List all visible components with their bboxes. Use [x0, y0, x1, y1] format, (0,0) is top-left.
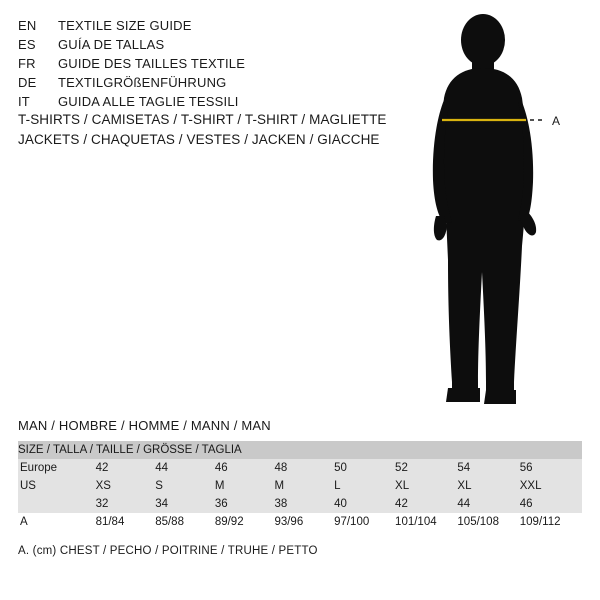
language-code: FR: [18, 56, 36, 71]
table-cell: 40: [334, 495, 395, 513]
table-cell: M: [215, 477, 275, 495]
language-row: [18, 54, 398, 73]
language-code: DE: [18, 75, 37, 90]
table-header-label: SIZE / TALLA / TAILLE / GRÖSSE / TAGLIA: [18, 441, 582, 459]
table-cell: 105/108: [457, 513, 519, 531]
table-cell: 42: [96, 459, 156, 477]
language-row: [18, 73, 398, 92]
row-label: US: [18, 477, 96, 495]
table-row: [18, 495, 582, 513]
table-cell: XL: [457, 477, 519, 495]
table-cell: 109/112: [520, 513, 582, 531]
table-cell: 101/104: [395, 513, 457, 531]
garment-categories: [18, 110, 418, 150]
table-cell: 93/96: [274, 513, 334, 531]
silhouette-icon: [400, 10, 600, 410]
table-cell: S: [155, 477, 215, 495]
table-cell: 89/92: [215, 513, 275, 531]
table-cell: 97/100: [334, 513, 395, 531]
language-text: TEXTILGRÖßENFÜHRUNG: [58, 75, 227, 90]
table-cell: 56: [520, 459, 582, 477]
table-row: [18, 459, 582, 477]
table-cell: L: [334, 477, 395, 495]
table-cell: 81/84: [96, 513, 156, 531]
language-row: [18, 92, 398, 111]
category-tshirts: T-SHIRTS / CAMISETAS / T-SHIRT / T-SHIRT / MAGLIETTE: [18, 112, 387, 127]
table-cell: 46: [215, 459, 275, 477]
table-cell: XXL: [520, 477, 582, 495]
row-label: [18, 495, 96, 513]
language-text: GUIDE DES TAILLES TEXTILE: [58, 56, 246, 71]
table-cell: 85/88: [155, 513, 215, 531]
table-header-row: [18, 441, 582, 459]
table-cell: 46: [520, 495, 582, 513]
table-cell: 42: [395, 495, 457, 513]
table-cell: 36: [215, 495, 275, 513]
table-cell: 50: [334, 459, 395, 477]
table-cell: XS: [96, 477, 156, 495]
table-cell: 52: [395, 459, 457, 477]
size-table: [18, 441, 582, 531]
table-cell: 34: [155, 495, 215, 513]
table-cell: M: [274, 477, 334, 495]
language-text: TEXTILE SIZE GUIDE: [58, 18, 192, 33]
language-code: ES: [18, 37, 36, 52]
language-text: GUIDA ALLE TAGLIE TESSILI: [58, 94, 239, 109]
section-title-man: MAN / HOMBRE / HOMME / MANN / MAN: [18, 418, 271, 433]
table-row: [18, 477, 582, 495]
row-label: Europe: [18, 459, 96, 477]
male-silhouette-figure: [400, 10, 600, 410]
table-cell: XL: [395, 477, 457, 495]
table-cell: 48: [274, 459, 334, 477]
chest-footnote: A. (cm) CHEST / PECHO / POITRINE / TRUHE / PETTO: [18, 545, 318, 557]
category-jackets: JACKETS / CHAQUETAS / VESTES / JACKEN / GIACCHE: [18, 132, 380, 147]
language-code: EN: [18, 18, 37, 33]
table-cell: 44: [457, 495, 519, 513]
table-cell: 38: [274, 495, 334, 513]
language-text: GUÍA DE TALLAS: [58, 37, 165, 52]
table-cell: 32: [96, 495, 156, 513]
language-code: IT: [18, 94, 30, 109]
language-list: [18, 16, 398, 111]
language-row: [18, 35, 398, 54]
table-cell: 44: [155, 459, 215, 477]
row-label: A: [18, 513, 96, 531]
chest-measure-label: A: [552, 114, 561, 128]
table-cell: 54: [457, 459, 519, 477]
table-row: [18, 513, 582, 531]
language-row: [18, 16, 398, 35]
